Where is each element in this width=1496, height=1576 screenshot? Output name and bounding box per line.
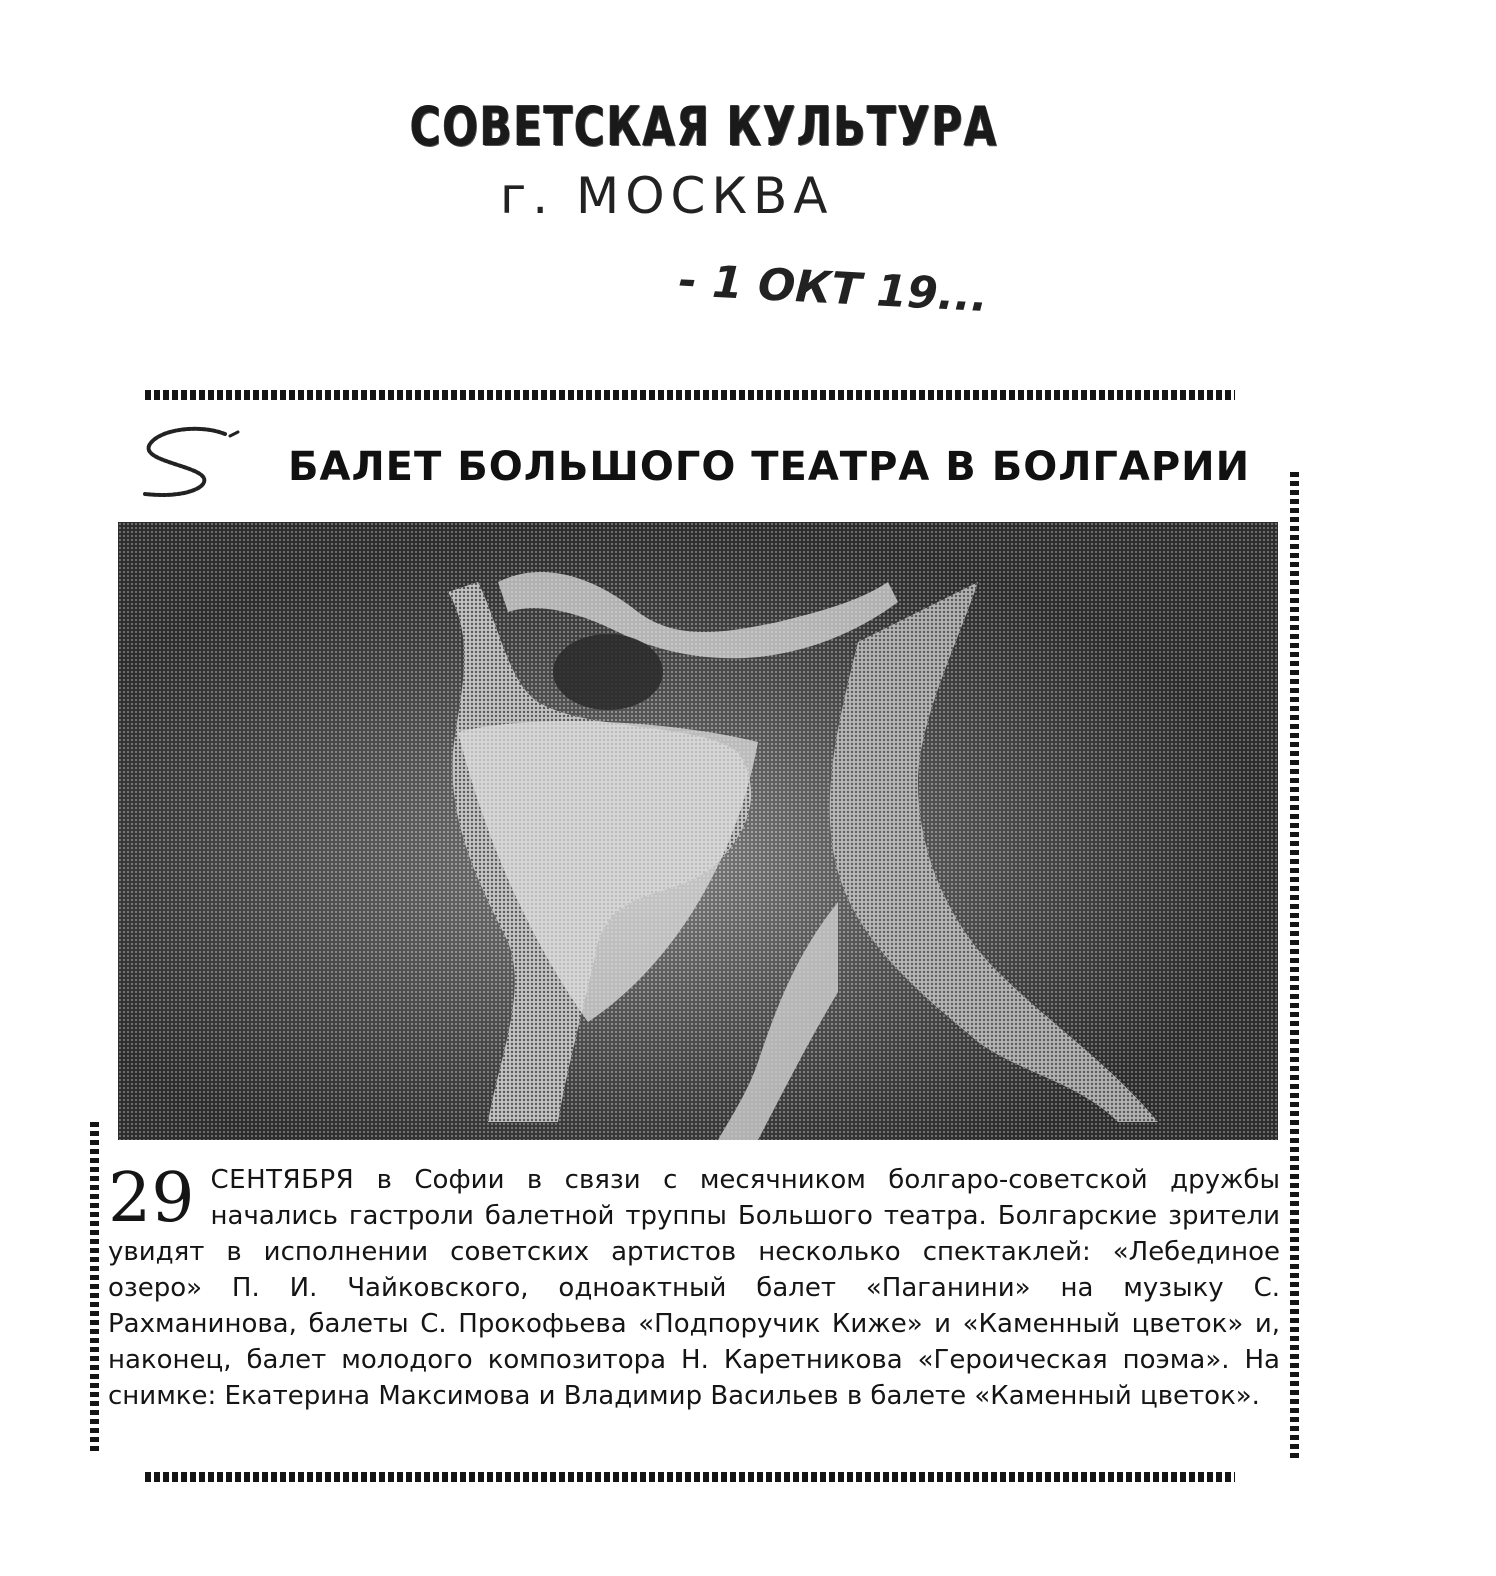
stamp-newspaper-name: СОВЕТСКАЯ КУЛЬТУРА <box>410 95 999 158</box>
article-headline: БАЛЕТ БОЛЬШОГО ТЕАТРА В БОЛГАРИИ <box>288 444 1251 490</box>
stamp-date: - 1 ОКТ 19... <box>677 255 990 323</box>
handwritten-mark-icon <box>130 424 240 504</box>
clipping-bottom-border <box>145 1472 1235 1482</box>
article-lead-word: СЕНТЯБРЯ <box>210 1165 355 1195</box>
newspaper-clipping <box>90 382 1310 1492</box>
article-dropcap: 29 <box>108 1159 195 1238</box>
clipping-right-border <box>1290 472 1299 1462</box>
ballet-dancers-photo <box>118 522 1278 1140</box>
photo-image <box>118 522 1278 1140</box>
clipping-left-border <box>90 1122 99 1452</box>
stamp-city: г. МОСКВА <box>500 167 834 225</box>
newspaper-stamp <box>400 95 1020 355</box>
article-body <box>108 1159 1280 1414</box>
article-text: в Софии в связи с месячником болгаро-советской дружбы начались гастроли балетной труппы Большого театра. Болгарские зрители увидят в исполнении советских артистов несколько спектаклей: «Лебединое озеро» П. И. Чайковского, одноактный балет «Паганини» на музыку С. Рахманинова, балеты С. Прокофьева «Подпоручик Киже» и «Каменный цветок» и, наконец, балет молодого композитора Н. Каретникова «Героическая поэма». На снимке: Екатерина Максимова и Владимир Васильев в балете «Каменный цветок». <box>108 1165 1280 1411</box>
clipping-top-border <box>145 390 1235 400</box>
